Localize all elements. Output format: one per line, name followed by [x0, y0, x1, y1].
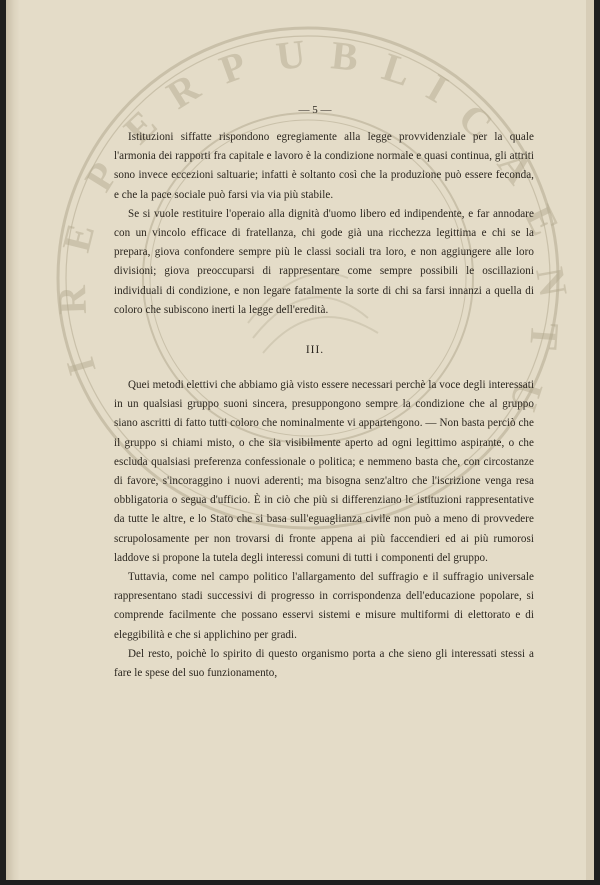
svg-text:A: A [488, 141, 543, 193]
svg-text:U: U [273, 30, 308, 79]
svg-text:P: P [75, 154, 127, 199]
svg-text:E: E [114, 101, 166, 153]
svg-text:P: P [213, 41, 253, 93]
svg-text:I: I [419, 64, 456, 112]
svg-text:R: R [158, 64, 208, 118]
paragraph: Istituzioni siffatte rispondono egregiamente alla legge provvidenziale per la quale l'armonia dei rapporti fra capitale e lavoro è la condizione normale e quasi continua, gli attriti sono invece eccezioni saltuarie; infatti è soltanto così che la produzione può essere feconda, e che la pace sociale può farsi via via più stabile. [114, 131, 534, 201]
svg-text:N: N [527, 263, 577, 301]
svg-text:C: C [450, 94, 502, 148]
page-edge [586, 0, 594, 880]
svg-text:E: E [515, 198, 569, 242]
svg-text:L: L [377, 43, 417, 95]
section-heading: III. [305, 344, 325, 356]
page-number: — 5 — [298, 104, 332, 116]
paragraph: Del resto, poichè lo spirito di questo organismo porta a che sieno gli interessati stessi a fare le spese del suo funzionamento, [114, 647, 534, 680]
svg-text:I: I [57, 352, 105, 380]
svg-text:T: T [521, 321, 568, 352]
page-gutter-shadow [6, 0, 20, 880]
document-page [6, 0, 594, 880]
paragraph: Tuttavia, come nel campo politico l'allargamento del suffragio e il suffragio universale rappresentano stadi successivi di progresso in corrispondenza dell'educazione popolare, si comprende facilmente che possano esservi sistemi e misure multiformi di elettorato e di eleggibilità e che si applichino per gradi. [114, 571, 534, 641]
svg-text:E: E [53, 219, 104, 257]
body-text-top [114, 128, 534, 320]
paragraph: Se si vuole restituire l'operaio alla dignità d'uomo libero ed indipendente, e far annodare con un vincolo efficace di fratellanza, chi gode già una ricchezza legittima e chi se la prepara, giova confondere sempre più le classi sociali tra loro, e non aggiungere alle loro divisioni; giova preoccuparsi di rappresentare come sempre possibili le oscillazioni individuali di condizione, e non legare fatalmente la sorte di chi sa farsi innanzi a quella di coloro che subiscono inerti la legge dell'eredità. [114, 207, 534, 316]
svg-text:U: U [500, 375, 553, 417]
svg-text:R: R [49, 284, 95, 316]
paragraph: Quei metodi elettivi che abbiamo già visto essere necessari perchè la voce degli interessati in un qualsiasi gruppo suoni sincera, presuppongono sempre la condizione che al gruppo siano ascritti di fatto tutti coloro che nominalmente vi appartengono. — Non basta perciò che il gruppo si chiami misto, o che sia visibilmente aperto ad ogni legittimo aspirante, o che escluda qualsiasi preferenza confessionale o politica; e nemmeno basta che, con circostanze di favore, s'incoraggino i nuovi aderenti; ma bisogna senz'altro che l'iscrizione venga resa obbligatoria o segua d'ufficio. È in ciò che più si differenziano le istituzioni rappresentative da tutte le altre, e lo Stato che si basa sull'eguaglianza civile non può a meno di provvedere scrupolosamente per non trovarsi di fronte appena ai più faccendieri ed ai più rumorosi laddove si propone la tutela degli interessi comuni di tutti i componenti del gruppo. [114, 379, 534, 564]
body-text-bottom [114, 376, 534, 683]
svg-text:B: B [329, 32, 361, 80]
